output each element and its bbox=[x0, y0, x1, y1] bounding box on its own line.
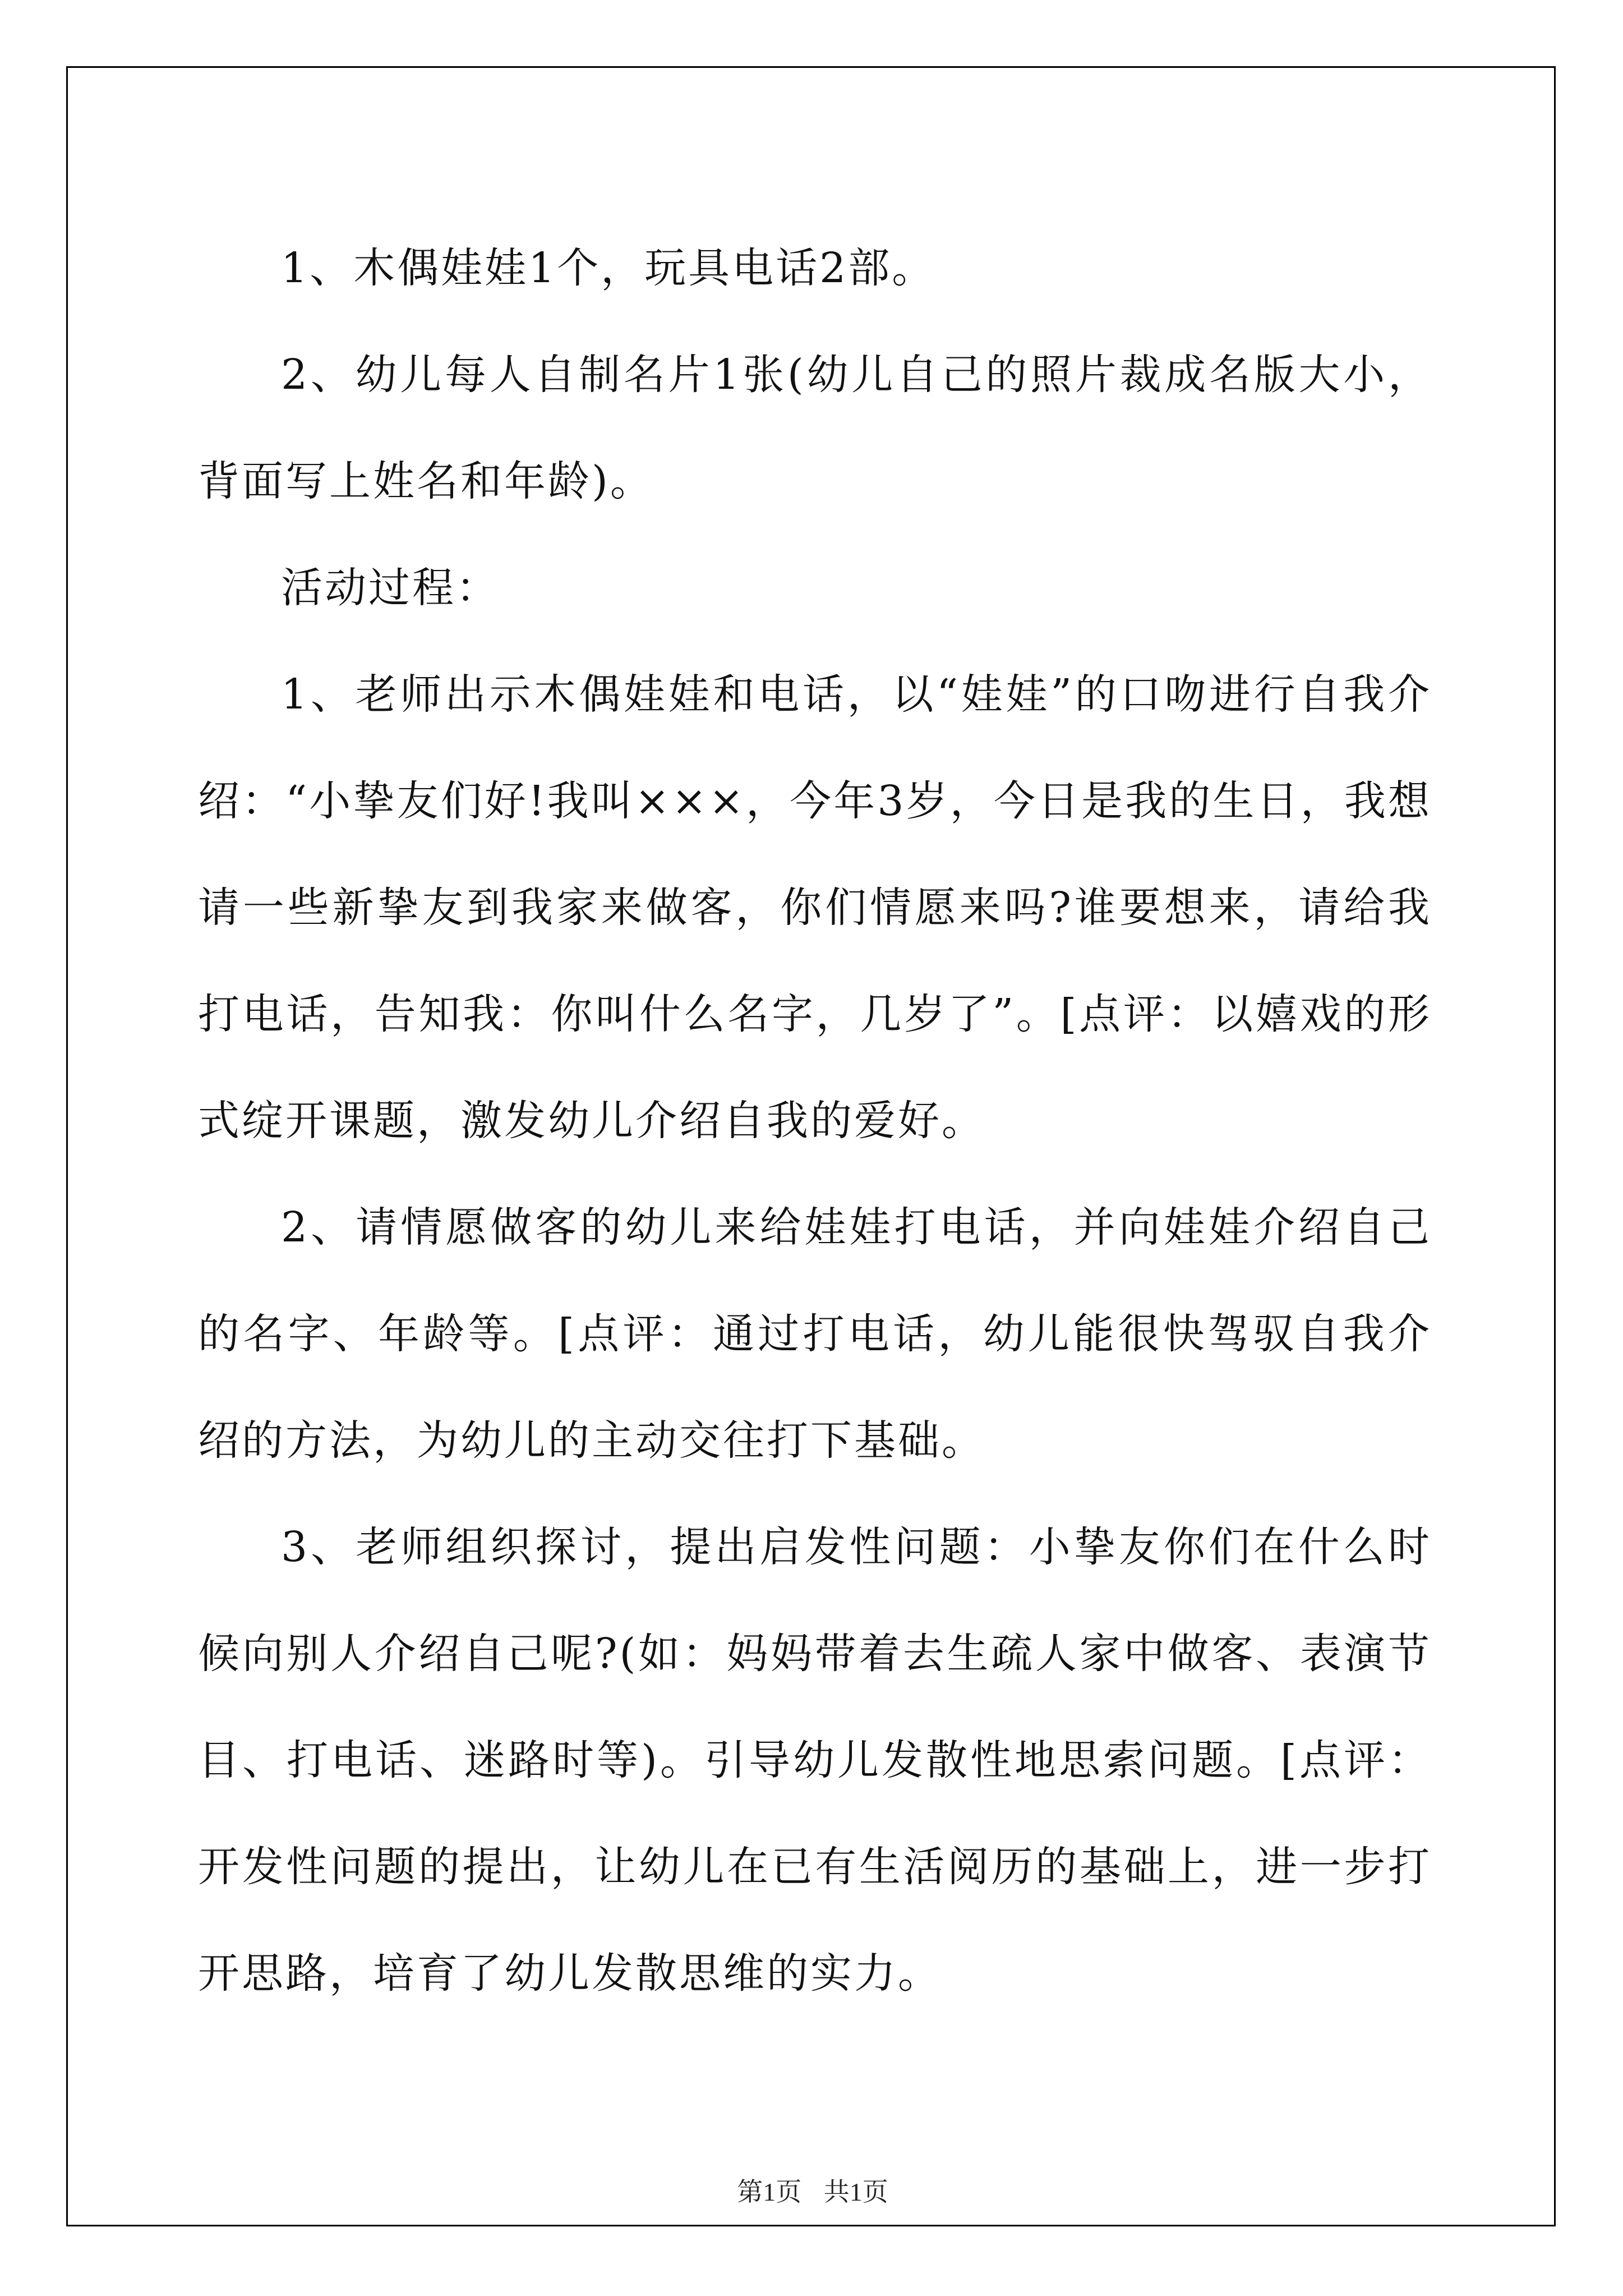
page-footer bbox=[68, 2171, 1557, 2208]
paragraph-materials-2: 2、幼儿每人自制名片1张(幼儿自己的照片裁成名版大小，背面写上姓名和年龄)。 bbox=[198, 351, 1432, 505]
paragraph-materials-1: 1、木偶娃娃1个，玩具电话2部。 bbox=[281, 244, 936, 292]
page-number: 第1页 bbox=[737, 2178, 802, 2206]
page-frame bbox=[66, 66, 1556, 2226]
document-body bbox=[198, 68, 1432, 2143]
page-total: 共1页 bbox=[823, 2178, 888, 2206]
paragraph-step-3: 3、老师组织探讨，提出启发性问题：小挚友你们在什么时候向别人介绍自己呢?(如：妈妈带着去生疏人家中做客、表演节目、打电话、迷路时等)。引导幼儿发散性地思索问题。[点评：开发性问题的提出，让幼儿在已有生活阅历的基础上，进一步打开思路，培育了幼儿发散思维的实力。 bbox=[198, 1523, 1432, 1998]
paragraph-step-1: 1、老师出示木偶娃娃和电话，以“娃娃”的口吻进行自我介绍：“小挚友们好!我叫×××，今年3岁，今日是我的生日，我想请一些新挚友到我家来做客，你们情愿来吗?谁要想来，请给我打电话，告知我：你叫什么名字，几岁了”。[点评：以嬉戏的形式绽开课题，激发幼儿介绍自我的爱好。 bbox=[198, 670, 1432, 1145]
paragraph-process-heading: 活动过程： bbox=[281, 564, 500, 612]
paragraph-step-2: 2、请情愿做客的幼儿来给娃娃打电话，并向娃娃介绍自己的名字、年龄等。[点评：通过打电话，幼儿能很快驾驭自我介绍的方法，为幼儿的主动交往打下基础。 bbox=[198, 1203, 1432, 1465]
